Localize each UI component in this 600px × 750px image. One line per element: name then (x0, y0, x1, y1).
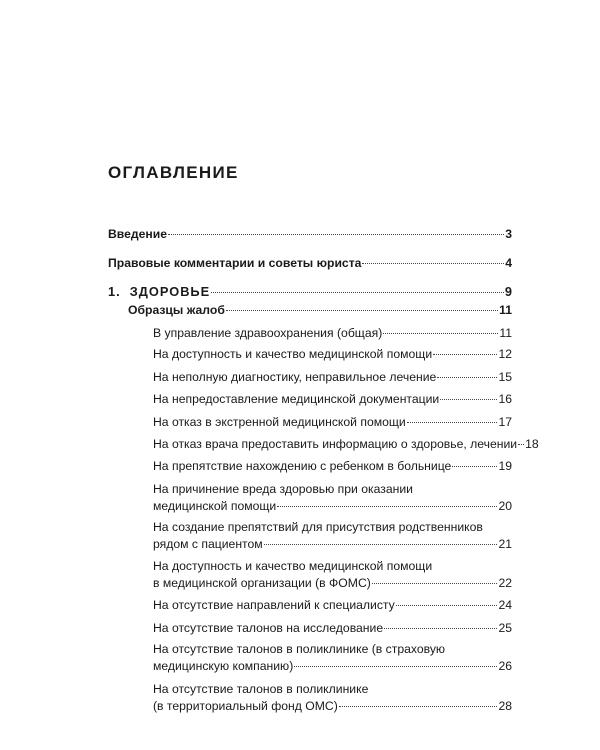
toc-entry-page: 20 (498, 499, 512, 513)
toc-entry-page: 4 (505, 256, 512, 270)
toc-leader-dots (452, 466, 497, 467)
toc-leader-dots (396, 605, 498, 606)
toc-entry-page: 11 (499, 303, 512, 317)
toc-entry[interactable] (153, 597, 512, 614)
toc-entry-title: На отсутствие талонов в поликлинике (в страховую (153, 642, 446, 656)
toc-leader-dots (407, 422, 498, 423)
toc-leader-dots (264, 544, 498, 545)
toc-entry[interactable] (153, 481, 512, 515)
toc-leader-dots (362, 263, 504, 264)
toc-entry-page: 21 (498, 537, 512, 551)
toc-entry-title: На отсутствие талонов на исследование (153, 621, 384, 635)
toc-entry-title-cont: рядом с пациентом (153, 537, 263, 551)
toc-entry-title: На доступность и качество медицинской помощи (153, 559, 433, 573)
toc-entry-title-cont: (в территориальный фонд ОМС) (153, 699, 338, 713)
toc-entry[interactable] (153, 641, 512, 675)
toc-entry-introduction[interactable] (108, 226, 512, 243)
toc-entry[interactable] (153, 436, 539, 453)
toc-entry-page: 24 (498, 598, 512, 612)
toc-leader-dots (226, 310, 498, 311)
toc-leader-dots (518, 444, 524, 445)
toc-entry-title: Правовые комментарии и советы юриста (108, 256, 362, 270)
toc-entry-page: 16 (498, 392, 512, 406)
toc-entry-page: 25 (498, 621, 512, 635)
toc-entry-chapter-health[interactable] (108, 283, 512, 300)
toc-entry-page: 3 (505, 227, 512, 241)
toc-leader-dots (440, 399, 497, 400)
toc-entry-title: 1. ЗДОРОВЬЕ (108, 284, 211, 299)
toc-entry-title: На отказ в экстренной медицинской помощи (153, 415, 406, 429)
toc-entry-title: На препятствие нахождению с ребенком в больнице (153, 459, 452, 473)
toc-entry-title-cont: медицинскую компанию) (153, 659, 294, 673)
toc-entry-title: В управление здравоохранения (общая) (153, 326, 383, 340)
toc-entry[interactable] (153, 620, 512, 637)
toc-entry-page: 11 (499, 326, 512, 340)
toc-entry[interactable] (153, 391, 512, 408)
toc-entry[interactable] (153, 414, 512, 431)
toc-entry-page: 22 (498, 576, 512, 590)
toc-leader-dots (383, 333, 498, 334)
toc-entry-page: 12 (498, 347, 512, 361)
toc-leader-dots (168, 234, 504, 235)
toc-entry[interactable] (153, 346, 512, 363)
toc-leader-dots (211, 292, 504, 293)
toc-entry[interactable] (153, 558, 512, 592)
toc-leader-dots (372, 583, 498, 584)
toc-title: ОГЛАВЛЕНИЕ (108, 163, 239, 182)
toc-entry-title: Образцы жалоб (128, 303, 225, 317)
toc-entry-page: 17 (498, 415, 512, 429)
toc-entry-title-cont: в медицинской организации (в ФОМС) (153, 576, 371, 590)
toc-entry-page: 19 (498, 459, 512, 473)
toc-leader-dots (437, 377, 497, 378)
toc-leader-dots (433, 354, 497, 355)
toc-entry[interactable] (153, 369, 512, 386)
toc-entry-page: 18 (525, 437, 539, 451)
toc-entry-title: На отсутствие направлений к специалисту (153, 598, 395, 612)
toc-entry-title: На доступность и качество медицинской помощи (153, 347, 433, 361)
toc-entry[interactable] (153, 458, 512, 475)
toc-entry[interactable] (153, 519, 512, 553)
toc-entry-legal-comments[interactable] (108, 255, 512, 272)
toc-entry-title: На создание препятствий для присутствия родственников (153, 520, 483, 534)
toc-entry-title: На отказ врача предоставить информацию о здоровье, лечении (153, 437, 518, 451)
toc-entry-page: 26 (498, 659, 512, 673)
toc-entry-title: На непредоставление медицинской документации (153, 392, 440, 406)
toc-entry-complaint-samples[interactable] (128, 302, 512, 319)
toc-entry-title: На причинение вреда здоровью при оказании (153, 482, 413, 496)
toc-entry-page: 28 (498, 699, 512, 713)
toc-entry-title: На неполную диагностику, неправильное лечение (153, 370, 437, 384)
toc-entry-title: На отсутствие талонов в поликлинике (153, 682, 369, 696)
toc-entry[interactable] (153, 325, 512, 342)
toc-entry-page: 15 (498, 370, 512, 384)
toc-leader-dots (277, 506, 497, 507)
toc-leader-dots (294, 666, 497, 667)
toc-leader-dots (339, 706, 498, 707)
toc-entry-page: 9 (504, 284, 512, 299)
toc-entry[interactable] (153, 681, 512, 715)
toc-entry-title-cont: медицинской помощи (153, 499, 277, 513)
toc-entry-title: Введение (108, 227, 168, 241)
toc-leader-dots (384, 628, 497, 629)
